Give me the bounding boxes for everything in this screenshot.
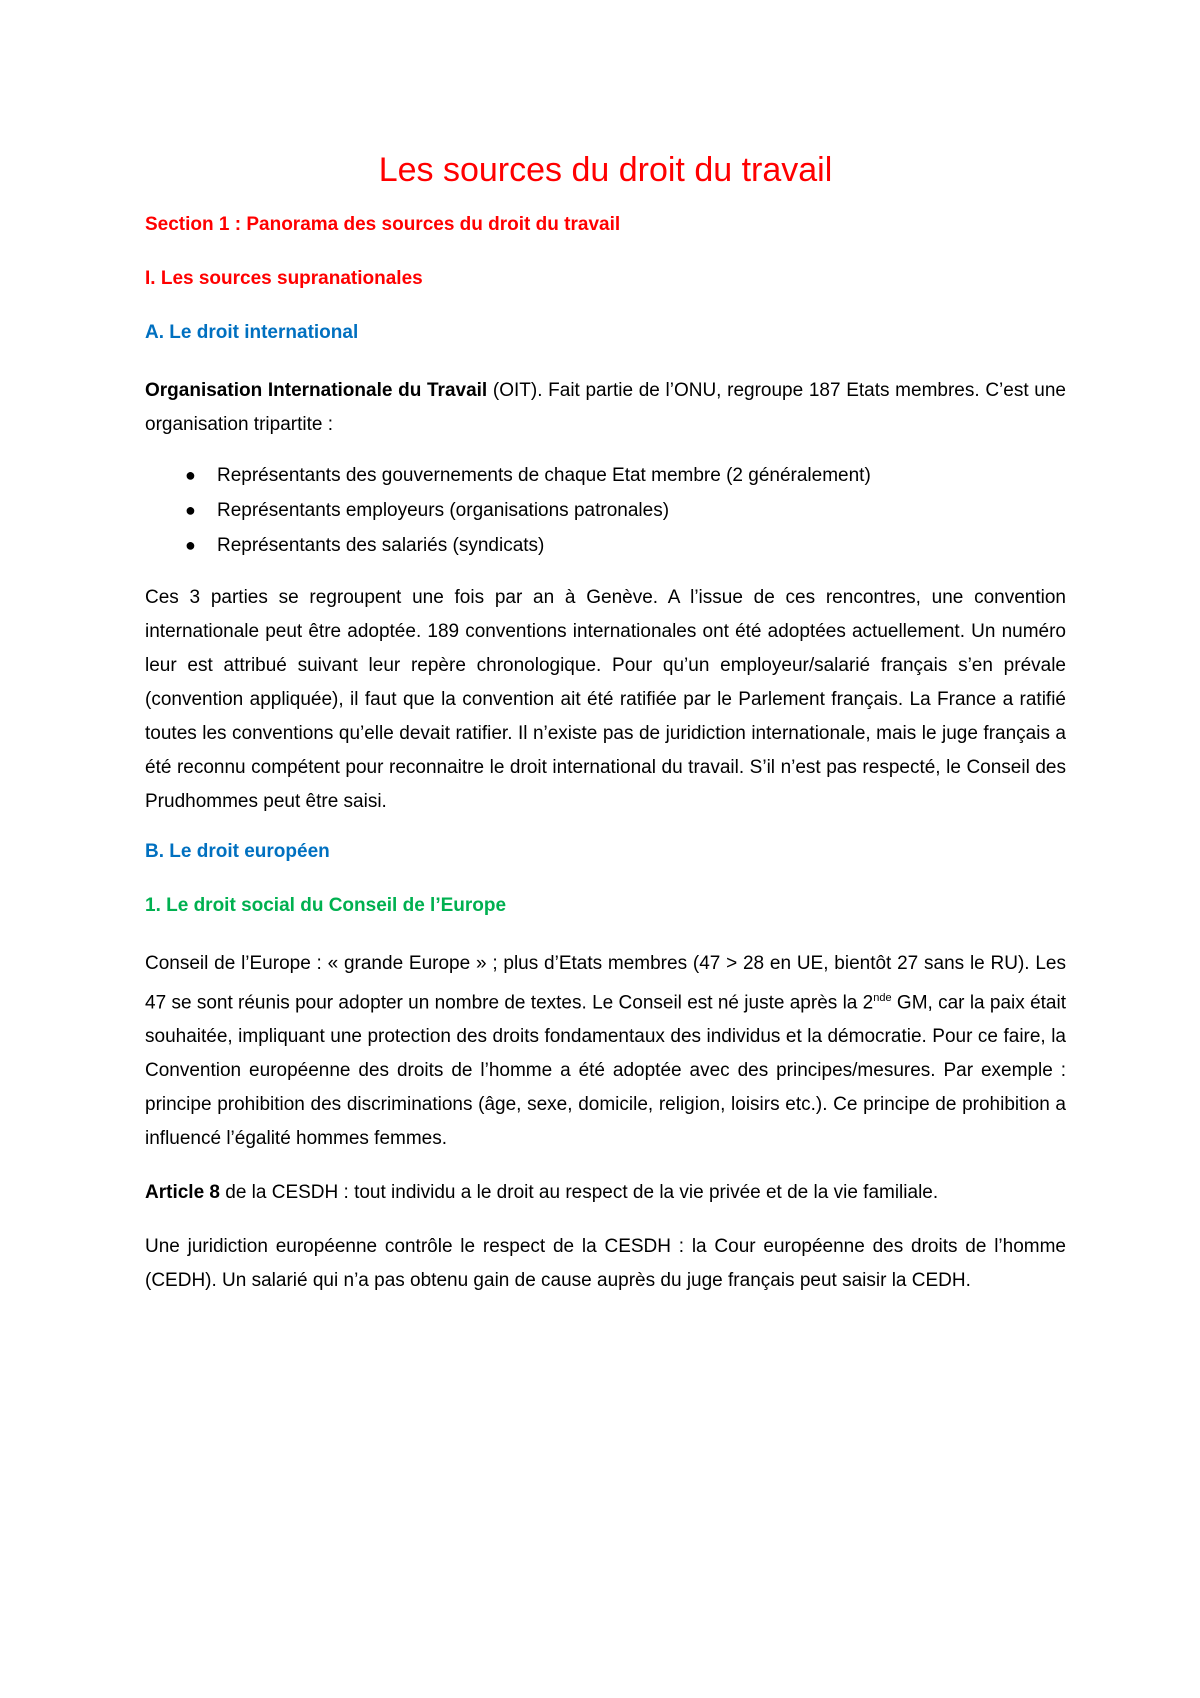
list-item bbox=[145, 493, 1066, 528]
list-item bbox=[145, 458, 1066, 493]
oit-text: (OIT). Fait partie de l’ONU, regroupe 187 Etats membres. C’est une organisation tripartite : bbox=[145, 380, 1066, 435]
bullet-list bbox=[145, 458, 1066, 563]
bullet-dot-icon: ● bbox=[185, 535, 196, 555]
paragraph-article-8 bbox=[145, 1176, 1066, 1210]
paragraph-oit bbox=[145, 374, 1066, 442]
part-heading: I. Les sources supranationales bbox=[145, 268, 423, 289]
subheading-international: A. Le droit international bbox=[145, 322, 359, 343]
paragraph-conseil-europe bbox=[145, 947, 1066, 1156]
oit-bold-text: Organisation Internationale du Travail bbox=[145, 380, 488, 401]
list-item-text: Représentants des gouvernements de chaque Etat membre (2 généralement) bbox=[217, 465, 871, 486]
list-item-text: Représentants des salariés (syndicats) bbox=[217, 535, 545, 556]
bullet-dot-icon: ● bbox=[185, 500, 196, 520]
list-item bbox=[145, 528, 1066, 563]
document-title: Les sources du droit du travail bbox=[378, 151, 833, 189]
paragraph-geneve: Ces 3 parties se regroupent une fois par an à Genève. A l’issue de ces rencontres, une convention internationale peut être adoptée. 189 conventions internationales ont été adoptées actuellement. Un numéro leur est attribué suivant leur repère chronologique. Pour qu’un employeur/salarié français s’en prévale (convention appliquée), il faut que la convention ait été ratifiée par le Parlement français. La France a ratifié toutes les conventions qu’elle devait ratifier. Il n’existe pas de juridiction internationale, mais le juge français a été reconnu compétent pour reconnaitre le droit international du travail. S’il n’est pas respecté, le Conseil des Prudhommes peut être saisi. bbox=[145, 587, 1066, 812]
article-8-bold: Article 8 bbox=[145, 1182, 220, 1204]
conseil-text-end: GM, car la paix était souhaitée, impliquant une protection des droits fondamentaux des individus et la démocratie. Pour ce faire, la Convention européenne des droits de l’homme a été adoptée avec des principes/mesures. Par exemple : principe prohibition des discriminations (âge, sexe, domicile, religion, loisirs etc.). Ce principe de prohibition a influencé l’égalité hommes femmes. bbox=[145, 992, 1066, 1150]
subheading-europeen: B. Le droit européen bbox=[145, 841, 330, 862]
conseil-text-start: Conseil de l’Europe : « grande Europe » ; plus d’Etats membres (47 > 28 en UE, bientôt 27 sans le RU). Les 47 se sont réunis pour adopter un nombre de textes. Le Conseil est né juste après la 2 bbox=[145, 953, 1066, 1014]
ordinal-superscript: nde bbox=[873, 992, 892, 1004]
article-8-text: de la CESDH : tout individu a le droit au respect de la vie privée et de la vie familiale. bbox=[219, 1182, 939, 1204]
bullet-dot-icon: ● bbox=[185, 465, 196, 485]
section-heading: Section 1 : Panorama des sources du droit du travail bbox=[145, 214, 621, 235]
subheading-conseil-europe: 1. Le droit social du Conseil de l’Europe bbox=[145, 895, 507, 916]
list-item-text: Représentants employeurs (organisations patronales) bbox=[217, 500, 670, 521]
paragraph-cedh: Une juridiction européenne contrôle le respect de la CESDH : la Cour européenne des droits de l’homme (CEDH). Un salarié qui n’a pas obtenu gain de cause auprès du juge français peut saisir la CEDH. bbox=[145, 1236, 1066, 1292]
